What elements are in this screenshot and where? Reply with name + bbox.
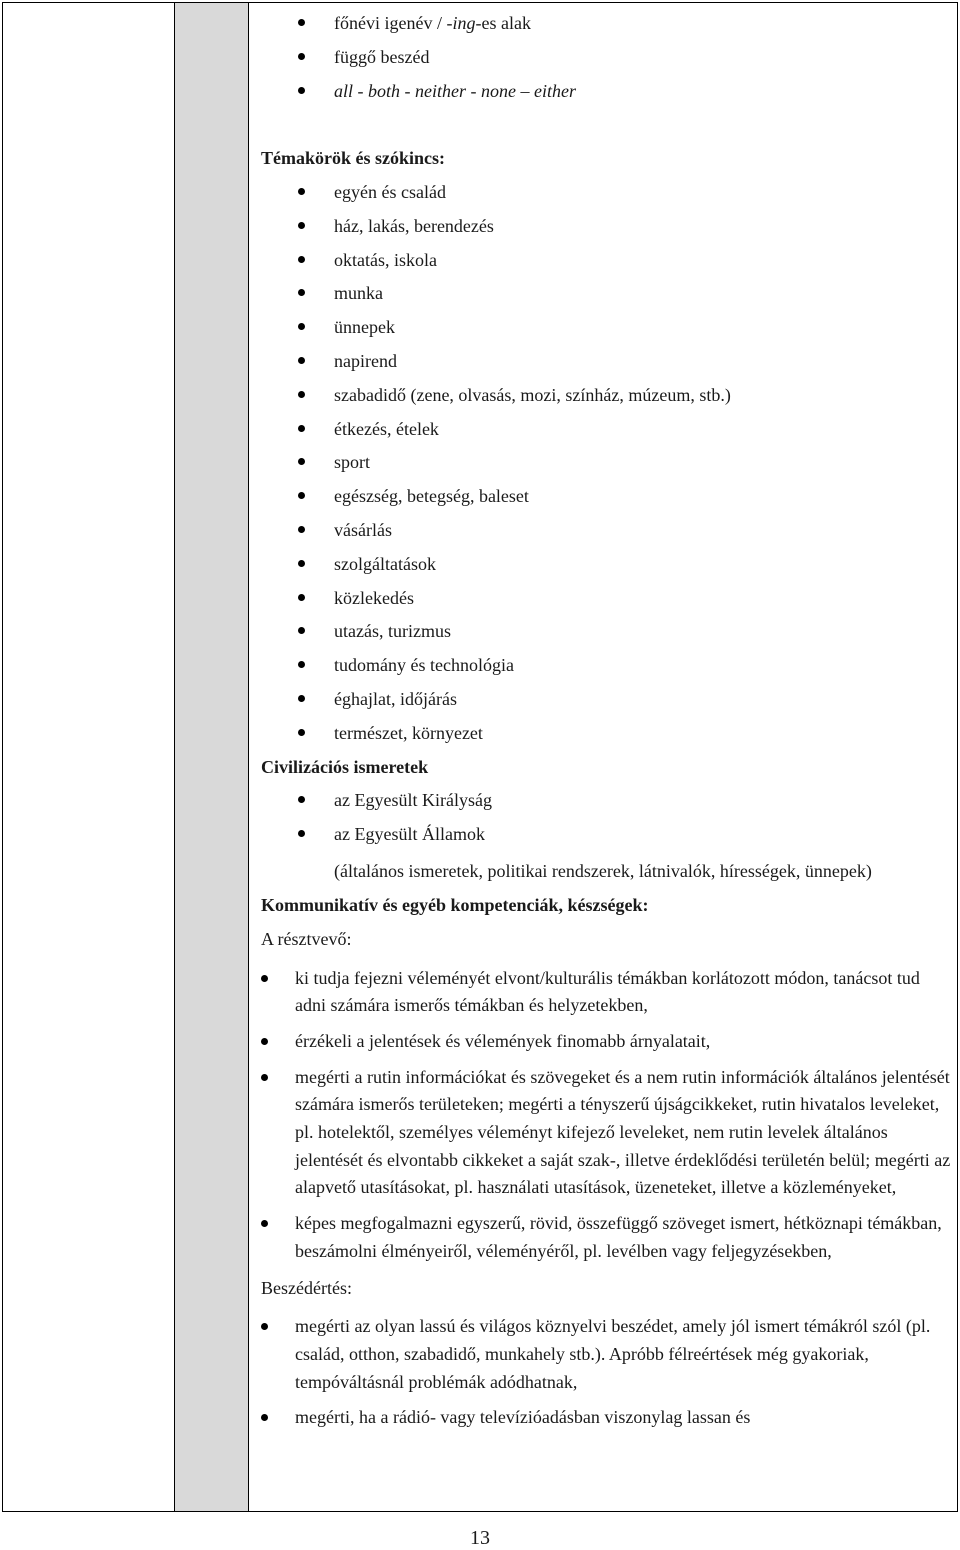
- grammar-item: all - both - neither - none – either: [261, 77, 951, 111]
- grammar-item: főnévi igenév / -ing-es alak: [261, 9, 951, 43]
- topic-item: utazás, turizmus: [261, 617, 951, 651]
- topic-item: szabadidő (zene, olvasás, mozi, színház, múzeum, stb.): [261, 381, 951, 415]
- grammar-item: függő beszéd: [261, 43, 951, 77]
- topics-heading: Témakörök és szókincs:: [261, 148, 445, 169]
- topic-item: vásárlás: [261, 516, 951, 550]
- topic-item: közlekedés: [261, 584, 951, 618]
- competency-item: képes megfogalmazni egyszerű, rövid, összefüggő szöveget ismert, hétköznapi témákban, beszámolni élményeiről, véleményéről, pl. levélben vagy feljegyzésekben,: [267, 1210, 951, 1265]
- topic-item: természet, környezet: [261, 719, 951, 753]
- page-number: 13: [470, 1527, 490, 1549]
- topic-item: napirend: [261, 347, 951, 381]
- topic-item: ház, lakás, berendezés: [261, 212, 951, 246]
- listening-item: megérti az olyan lassú és világos köznyelvi beszédet, amely jól ismert témákról szól (pl. család, otthon, szabadidő, munkahely stb.). Apróbb félreértések még gyakoriak, tempóváltásnál problémák adódhatnak,: [267, 1313, 951, 1396]
- civilization-item: az Egyesült Államok: [261, 820, 951, 854]
- topic-item: munka: [261, 279, 951, 313]
- participant-subheading: A résztvevő:: [261, 928, 352, 949]
- topic-item: egészség, betegség, baleset: [261, 482, 951, 516]
- listening-item: megérti, ha a rádió- vagy televízióadásban viszonylag lassan és: [267, 1404, 951, 1432]
- topic-item: oktatás, iskola: [261, 246, 951, 280]
- civilization-heading: Civilizációs ismeretek: [261, 756, 429, 777]
- table-column-shaded: [175, 3, 249, 1511]
- competency-item: megérti a rutin információkat és szövegeket és a nem rutin információk általános jelentését számára ismerős területeken; megérti a tényszerű újságcikkeket, rutin hivatalos leveleket, pl. hotelektől, személyes véleményt kifejező leveleket, nem rutin levelek általános jelentését és elvontabb cikkeket a saját szak-, illetve érdeklődési területén belül; megérti az alapvető utasításokat, pl. használati utasítások, üzeneteket, illetve a közleményeket,: [267, 1064, 951, 1203]
- civilization-note: (általános ismeretek, politikai rendszerek, látnivalók, hírességek, ünnepek): [334, 860, 872, 881]
- topic-item: éghajlat, időjárás: [261, 685, 951, 719]
- table-column-left: [3, 3, 175, 1511]
- competency-item: érzékeli a jelentések és vélemények finomabb árnyalatait,: [267, 1028, 951, 1056]
- content-cell: [261, 9, 951, 1440]
- civilization-item: az Egyesült Királyság: [261, 786, 951, 820]
- topic-item: egyén és család: [261, 178, 951, 212]
- topic-item: szolgáltatások: [261, 550, 951, 584]
- topic-item: sport: [261, 448, 951, 482]
- topic-item: tudomány és technológia: [261, 651, 951, 685]
- competency-item: ki tudja fejezni véleményét elvont/kulturális témákban korlátozott módon, tanácsot tud adni számára ismerős témákban és helyzetekben,: [267, 965, 951, 1020]
- competencies-heading: Kommunikatív és egyéb kompetenciák, készségek:: [261, 894, 649, 915]
- curriculum-table: [2, 2, 958, 1512]
- topic-item: étkezés, ételek: [261, 415, 951, 449]
- topic-item: ünnepek: [261, 313, 951, 347]
- listening-subheading: Beszédértés:: [261, 1277, 352, 1298]
